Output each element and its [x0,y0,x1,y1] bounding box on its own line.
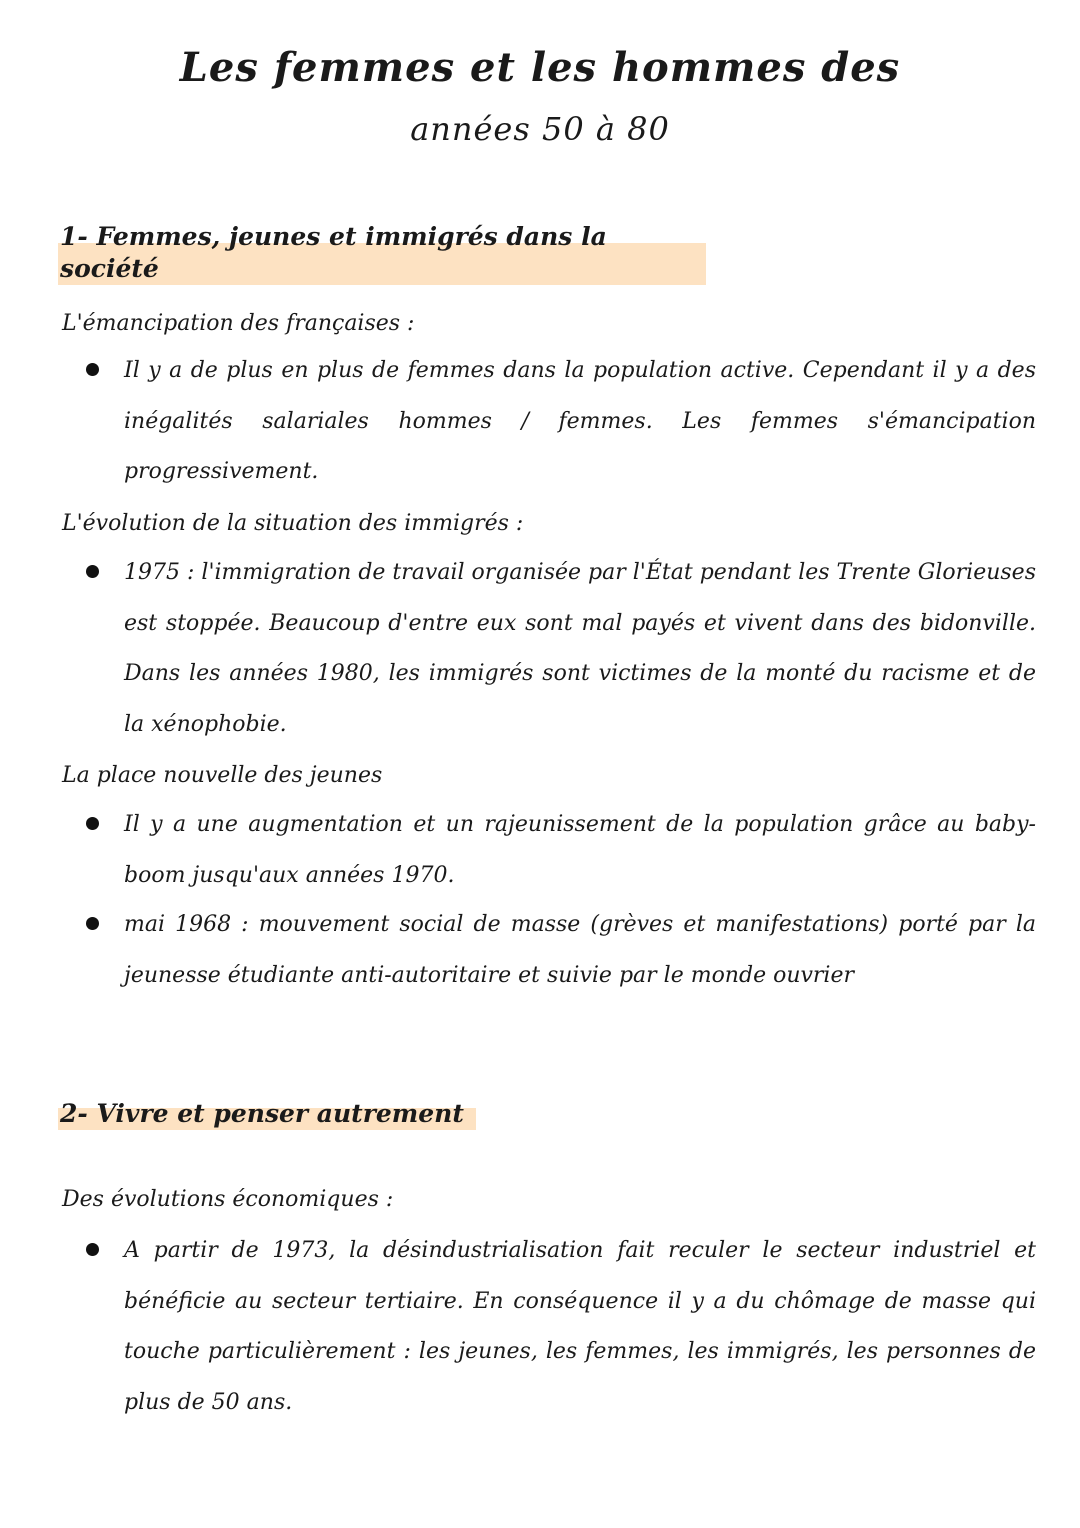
bullet-item [86,800,1036,901]
subheading-immigres: L'évolution de la situation des immigrés : [62,511,524,536]
bullet-text: Il y a de plus en plus de femmes dans la population active. Cependant il y a des inégalités salariales hommes / femmes. Les femmes s'émancipation progressivement. [124,358,1036,484]
bullet-item [86,548,1036,750]
bullet-item [86,1226,1036,1428]
bullet-item [86,900,1036,1001]
bullet-text: A partir de 1973, la désindustrialisation fait reculer le secteur industriel et bénéficie au secteur tertiaire. En conséquence il y a du chômage de masse qui touche particulièrement : les jeunes, les femmes, les immigrés, les personnes de plus de 50 ans. [124,1238,1036,1415]
subheading-emancipation: L'émancipation des françaises : [62,311,415,336]
bullet-dot-icon [86,917,99,930]
bullet-item [86,346,1036,498]
bullet-text: 1975 : l'immigration de travail organisée par l'État pendant les Trente Glorieuses est stoppée. Beaucoup d'entre eux sont mal payés et vivent dans des bidonville. Dans les années 1980, les immigrés sont victimes de la monté du racisme et de la xénophobie. [124,560,1036,737]
bullet-dot-icon [86,565,99,578]
subheading-jeunes: La place nouvelle des jeunes [62,763,383,788]
page-title-line-2: années 50 à 80 [410,110,670,148]
bullet-dot-icon [86,363,99,376]
bullet-dot-icon [86,1243,99,1256]
section-heading-1: 1- Femmes, jeunes et immigrés dans la société [58,219,706,285]
page-title-line-1: Les femmes et les hommes des [179,44,901,91]
subheading-economiques: Des évolutions économiques : [62,1187,394,1212]
section-heading-2: 2- Vivre et penser autrement [58,1096,476,1130]
bullet-text: Il y a une augmentation et un rajeunissement de la population grâce au baby-boom jusqu'aux années 1970. [124,812,1036,888]
bullet-text: mai 1968 : mouvement social de masse (grèves et manifestations) porté par la jeunesse étudiante anti-autoritaire et suivie par le monde ouvrier [124,912,1036,988]
bullet-dot-icon [86,817,99,830]
